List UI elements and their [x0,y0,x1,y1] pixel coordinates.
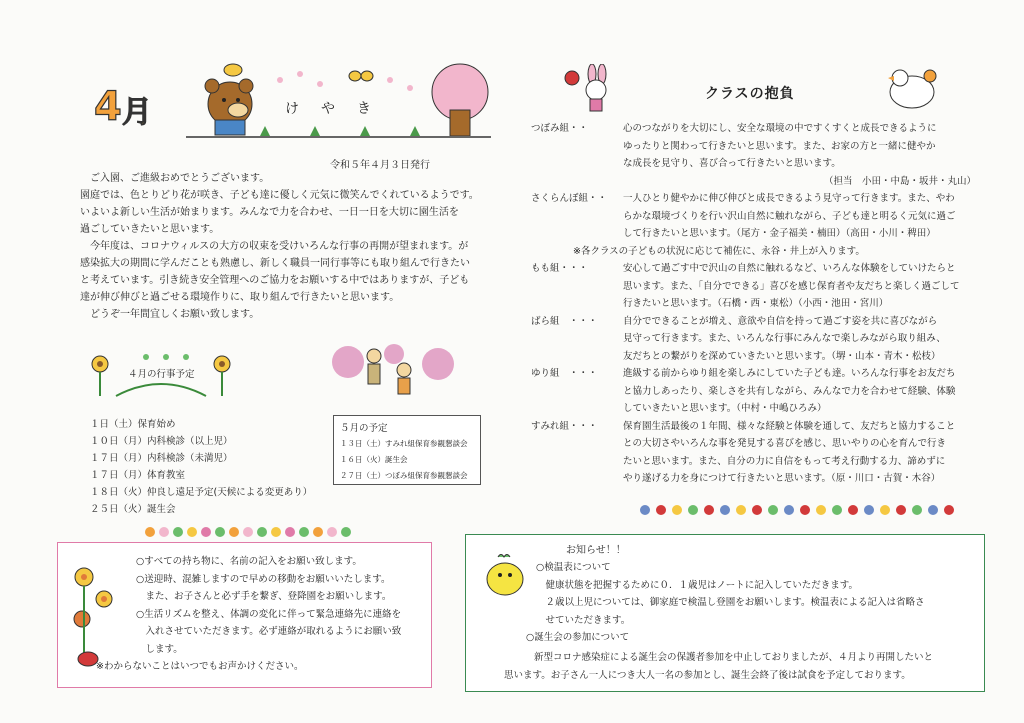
greeting-line: いよいよ新しい生活が始まります。みんなで力を合わせ、一日一日を大切に園生活を [80,207,459,218]
notice-line: ○生活リズムを整え、体調の変化に伴って緊急連絡先に連絡を [136,608,402,620]
notice-line: 思います。お子さん一人につき大人一名の参加とし、誕生会終了後は試食を予定しております。 [504,669,911,681]
notice-line: ※わからないことはいつでもお声かけください。 [96,661,304,672]
class-goals-list [531,120,986,488]
bear-icon [205,79,253,135]
event-item: １０日（月）内科検診（以上児） [90,436,233,447]
issue-date: 令和５年４月３日発行 [330,160,430,171]
boy-icon [397,363,411,394]
class-line: 進級する前からゆり組を楽しみにしていた子ども達。いろんな行事をお友だち [623,368,956,379]
class-line: 心のつながりを大切にし、安全な環境の中ですくすくと成長できるように [623,123,937,134]
duck-icon [882,62,942,114]
class-signature: （担当 小田・中島・坂井・丸山） [823,175,976,187]
title-underline [186,136,491,138]
notice-line: 入れさせていただきます。必ず連絡が取れるようにお願い致 [136,626,402,637]
notice-line: 健康状態を把握するために０．１歳児はノートに記入していただきます。 [545,579,858,591]
class-line: 自分でできることが増え、意欲や自信を持って過ごす姿を共に喜びながら [623,315,938,327]
class-line: 安心して過ごす中で沢山の自然に触れるなど、いろんな体験をしていけたらと [623,263,956,274]
class-line: 友だちとの繋がりを深めていきたいと思います。（堺・山本・青木・松枝） [623,350,941,362]
greeting-line: 園庭では、色とりどり花が咲き、子ども達に優しく元気に微笑んでくれているようです。 [80,190,479,201]
class-line: 見守って行きます。また、いろんな行事にみんなで楽しみながら取り組み、 [623,333,946,344]
rabbit-icon [562,64,612,114]
event-item: １日（土）保育始め [90,419,176,430]
class-entry-sumire [531,418,986,488]
svg-text:月: 月 [122,95,152,130]
notice-line: ○すべての持ち物に、名前の記入をお願い致します。 [136,556,362,567]
events-title: ４月の行事予定 [128,369,195,380]
class-line: 行きたいと思います。（石橋・西・東松）（小西・池田・宮川） [623,298,889,309]
notice-line: ○検温表について [536,562,611,573]
greeting-line: どうぞ一年間宜しくお願い致します。 [90,309,260,320]
notice-line: 新型コロナ感染症による誕生会の保護者参加を中止しておりましたが、４月より再開したいと [534,652,934,663]
class-note: ※各クラスの子どもの状況に応じて補佐に、永谷・井上が入ります。 [573,245,865,257]
event-item: ２５日（火）誕生会 [90,504,176,515]
sunflower-icon [214,356,230,396]
class-line: な成長を見守り、喜び合って行きたいと思います。 [623,158,841,169]
class-entry-tsubomi [531,120,986,190]
newsletter-title: けやき [285,101,393,117]
notice-line: また、お子さんと必ず手を繋ぎ、登降園をお願いします。 [136,591,392,602]
event-item: １７日（月）内科検診（未満児） [90,453,233,464]
decorative-border-row [640,505,954,517]
greeting-line: 今年度は、コロナウィルスの大方の収束を受けいろんな行事の再開が望まれます。が [90,241,469,252]
class-line: 思います。また、「自分でできる」喜びを感じ保育者や友だちと楽しく過ごして [623,280,960,292]
notice-line: ２歳以上児については、御家庭で検温し登園をお願いします。検温表による記入は省略さ [545,597,925,608]
class-name: ゆり組 ・・・ [531,368,598,379]
class-entry-bara [531,313,986,366]
notice-line: ○誕生会の参加について [526,632,630,643]
may-item: １６日（火）誕生会 [340,455,408,464]
greeting-line: ご入園、ご進級おめでとうございます。 [90,173,270,184]
may-item: １３日（土）すみれ組保育参観懇談会 [340,439,468,448]
class-line: していきたいと思います。（中村・中嶋ひろみ） [623,403,827,414]
class-entry-momo [531,260,986,313]
class-name: すみれ組・・・ [531,420,598,432]
may-item: ２７日（土）つぼみ組保育参観懇談会 [340,471,468,480]
class-goals-title: クラスの抱負 [705,86,795,102]
may-schedule-box [333,415,481,485]
sunflower-icon [92,356,108,396]
notice-heading: お知らせ！！ [566,545,626,556]
cherry-tree-icon [432,64,488,136]
decorative-border-row [145,527,351,539]
notice-line: します。 [136,643,183,655]
chick-icon [480,551,530,599]
class-entry-sakuranbo [531,190,986,243]
class-line: やり遂げる力を身につけて行きたいと思います。（原・川口・古賀・木谷） [623,473,941,484]
class-name: ばら組 ・・・ [531,315,598,327]
class-entry-yuri [531,365,986,418]
class-line: 保育園生活最後の１年間、様々な経験と体験を通して、友だちと協力すること [623,420,956,432]
notice-line: せていただきます。 [545,614,631,626]
greeting-line: 感染拡大の期間に学んだことも熟慮し、新しく職員一同行事等にも取り組んで行きたい [80,258,470,269]
class-name: もも組・・・ [531,263,589,274]
class-line: と協力しあったり、楽しさを共有しながら、みんなで力を合わせて経験、体験 [623,385,956,397]
class-line: との大切さやいろんな事を発見する喜びを感じ、思いやりの心を育んで行き [623,438,947,449]
month-badge [90,72,160,132]
class-name: さくらんぼ組・・ [531,193,608,204]
may-title: ５月の予定 [340,423,388,434]
greeting-line: 過ごしていきたいと思います。 [80,224,220,235]
class-line: ゆったりと関わって行きたいと思います。また、お家の方と一緒に健やか [623,140,936,152]
flowers-icon [68,563,118,673]
class-name: つぼみ組・・ [531,123,589,134]
class-line: して行きたいと思います。（尾方・金子福美・楠田）（高田・小川・稗田） [623,228,936,239]
children-illustration [330,340,460,404]
event-list [90,416,312,518]
notice-box-right [465,534,985,692]
svg-text:4: 4 [94,84,122,130]
greeting-line: と考えています。引き続き安全管理へのご協力をお願いする中ではありますが、子ども [80,275,470,286]
notice-line: ○送迎時、混雑しますので早めの移動をお願いいたします。 [136,573,391,585]
bird-icon [224,64,242,76]
butterfly-icon [349,71,373,81]
class-line: 一人ひとり健やかに伸び伸びと成長できるよう見守って行きます。また、やわ [623,193,955,204]
event-item: １８日（火）仲良し遠足予定(天候による変更あり） [90,487,313,498]
greeting-text [80,170,495,323]
class-line: らかな環境づくりを行い沢山自然に触れながら、子ども達と明るく元気に過ご [623,210,956,222]
girl-icon [367,349,381,384]
greeting-line: 達が伸び伸びと過ごせる環境作りに、取り組んで行きたいと思います。 [80,292,400,303]
event-item: １７日（月）体育教室 [90,470,186,481]
notice-box-left [57,542,432,688]
class-line: たいと思います。また、自分の力に自信をもって考え行動する力、諦めずに [623,455,946,467]
